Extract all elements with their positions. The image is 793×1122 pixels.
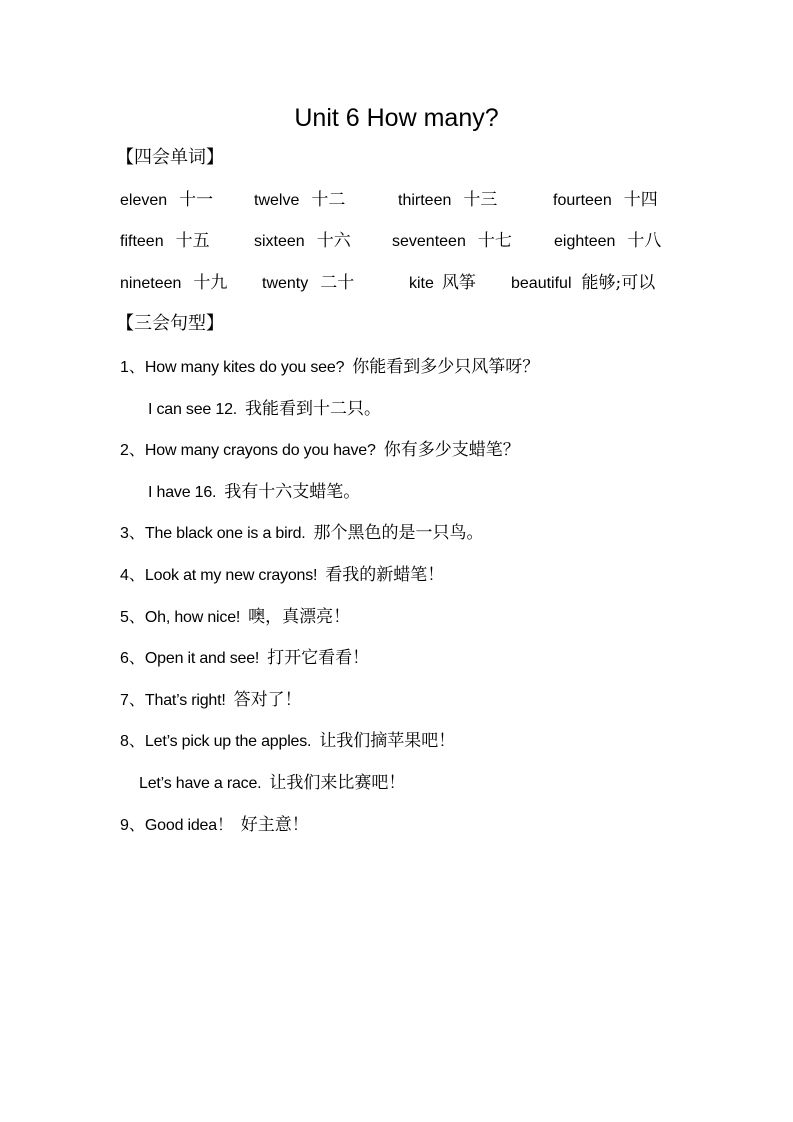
vocab-english: thirteen [398, 192, 452, 209]
vocab-chinese: 能够;可以 [581, 273, 656, 293]
vocab-item [409, 271, 476, 296]
vocab-english: eleven [120, 192, 168, 209]
sentence-chinese: 打开它看看！ [267, 648, 370, 668]
vocab-chinese: 二十 [320, 273, 355, 293]
sentence-item [120, 355, 539, 380]
sentence-chinese: 我能看到十二只。 [245, 399, 382, 419]
sentence-english: How many kites do you see? [144, 359, 345, 376]
vocab-english: nineteen [120, 275, 182, 292]
vocab-chinese: 十五 [175, 231, 210, 251]
sentence-number: 1 [120, 359, 129, 376]
page-title: Unit 6 How many? [294, 104, 499, 132]
sentence-item [139, 771, 405, 796]
sentence-separator: 、 [128, 523, 145, 542]
sentence-english: I can see 12. [148, 401, 238, 418]
vocab-chinese: 十二 [311, 190, 346, 210]
sentence-english: The black one is a bird. [144, 525, 306, 542]
sentence-chinese: 让我们摘苹果吧！ [319, 731, 456, 751]
sentence-english: How many crayons do you have? [144, 442, 376, 459]
vocab-chinese: 十六 [316, 231, 351, 251]
vocab-english: sixteen [254, 233, 305, 250]
sentence-chinese: 我有十六支蜡笔。 [224, 482, 361, 502]
sentence-separator: 、 [128, 731, 145, 750]
sentence-english: Look at my new crayons! [144, 567, 318, 584]
sentence-english: Open it and see! [144, 650, 260, 667]
vocab-item [554, 229, 661, 254]
vocab-item [120, 188, 213, 213]
sentence-chinese: 让我们来比赛吧！ [269, 773, 406, 793]
sentence-english: Good idea！ [144, 817, 233, 834]
vocab-item [511, 271, 655, 296]
words-section-heading: 【四会单词】 [116, 147, 224, 168]
vocab-row-2 [0, 229, 793, 257]
vocab-english: fourteen [553, 192, 612, 209]
sentence-item [148, 397, 381, 422]
vocab-english: seventeen [392, 233, 466, 250]
vocab-chinese: 十八 [627, 231, 662, 251]
vocab-chinese: 十四 [623, 190, 658, 210]
vocab-english: twelve [254, 192, 300, 209]
sentence-english: Oh, how nice! [144, 609, 241, 626]
vocab-chinese: 风筝 [441, 273, 476, 293]
sentence-number: 2 [120, 442, 129, 459]
sentence-separator: 、 [128, 565, 145, 584]
sentence-number: 4 [120, 567, 129, 584]
sentence-english: That’s right! [144, 692, 226, 709]
vocab-item [392, 229, 512, 254]
sentence-number: 5 [120, 609, 129, 626]
sentence-item [120, 563, 444, 588]
sentence-item [120, 729, 455, 754]
vocab-item [254, 188, 345, 213]
sentence-number: 8 [120, 733, 129, 750]
vocab-chinese: 十一 [179, 190, 214, 210]
sentences-section-heading: 【三会句型】 [116, 313, 224, 334]
sentence-item [120, 646, 369, 671]
sentence-chinese: 你有多少支蜡笔？ [383, 440, 520, 460]
sentence-english: Let’s have a race. [139, 775, 262, 792]
sentence-number: 3 [120, 525, 129, 542]
vocab-chinese: 十七 [477, 231, 512, 251]
sentence-chinese: 看我的新蜡笔！ [325, 565, 445, 585]
sentence-chinese: 你能看到多少只风筝呀？ [352, 357, 540, 377]
sentence-chinese: 噢，真漂亮！ [248, 607, 351, 627]
vocab-item [120, 271, 227, 296]
sentence-item [120, 521, 484, 546]
vocab-chinese: 十三 [463, 190, 498, 210]
sentence-item [120, 813, 309, 838]
sentence-number: 6 [120, 650, 129, 667]
sentence-item [120, 688, 302, 713]
vocab-item [553, 188, 658, 213]
sentence-separator: 、 [128, 648, 145, 667]
vocab-row-1 [0, 188, 793, 216]
vocab-chinese: 十九 [193, 273, 228, 293]
sentence-item [120, 605, 350, 630]
sentence-english: Let’s pick up the apples. [144, 733, 312, 750]
vocab-english: twenty [262, 275, 309, 292]
vocab-item [398, 188, 497, 213]
vocab-item [262, 271, 354, 296]
vocab-item [120, 229, 210, 254]
sentence-item [120, 438, 520, 463]
sentence-chinese: 那个黑色的是一只鸟。 [313, 523, 484, 543]
vocab-english: kite [409, 275, 434, 292]
sentence-chinese: 好主意！ [240, 815, 309, 835]
sentence-item [148, 480, 360, 505]
vocab-english: eighteen [554, 233, 616, 250]
sentence-number: 7 [120, 692, 129, 709]
vocab-english: beautiful [511, 275, 572, 292]
vocab-item [254, 229, 351, 254]
vocab-english: fifteen [120, 233, 164, 250]
sentence-english: I have 16. [148, 484, 217, 501]
sentence-separator: 、 [128, 357, 145, 376]
sentence-separator: 、 [128, 815, 145, 834]
vocab-row-3 [0, 271, 793, 299]
sentence-separator: 、 [128, 440, 145, 459]
sentence-chinese: 答对了！ [233, 690, 302, 710]
sentence-number: 9 [120, 817, 129, 834]
sentence-separator: 、 [128, 607, 145, 626]
sentence-separator: 、 [128, 690, 145, 709]
